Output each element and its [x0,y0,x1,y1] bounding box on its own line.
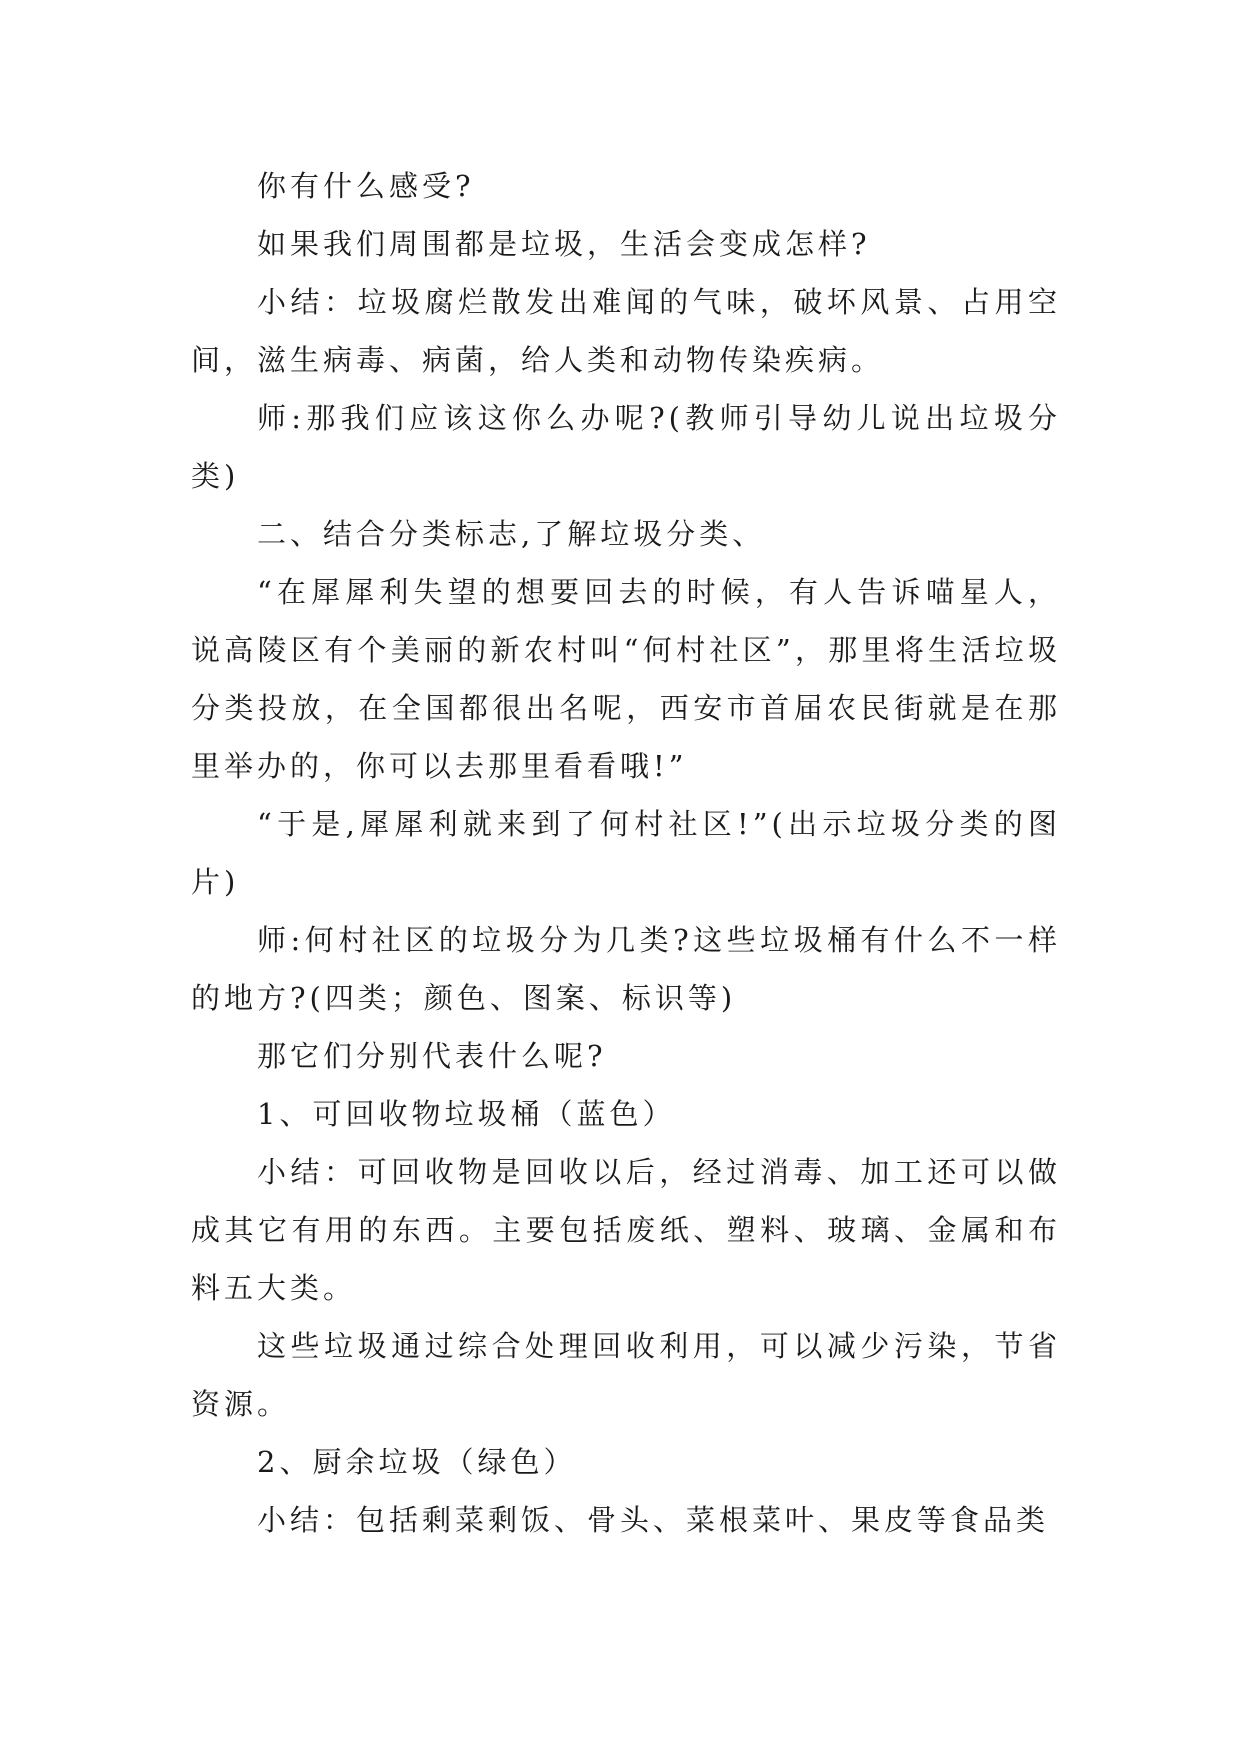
paragraph-summary-harm: 小结：垃圾腐烂散发出难闻的气味，破坏风景、占用空间，滋生病毒、病菌，给人类和动物传染疾病。 [191,285,1061,377]
paragraph-teacher-categories: 师:何村社区的垃圾分为几类?这些垃圾桶有什么不一样的地方?(四类；颜色、图案、标识等) [191,923,1061,1015]
document-body [191,157,1061,1549]
paragraph-story-arrival: “于是,犀犀利就来到了何村社区!”(出示垃圾分类的图片) [191,807,1061,899]
paragraph-garbage-life-question: 如果我们周围都是垃圾，生活会变成怎样? [257,227,871,261]
section-heading-classification: 二、结合分类标志,了解垃圾分类、 [257,517,766,551]
paragraph-summary-recyclable: 小结：可回收物是回收以后，经过消毒、加工还可以做成其它有用的东西。主要包括废纸、塑料、玻璃、金属和布料五大类。 [191,1155,1061,1305]
paragraph-summary-kitchen-waste: 小结：包括剩菜剩饭、骨头、菜根菜叶、果皮等食品类 [257,1503,1050,1537]
paragraph-story-hecun: “在犀犀利失望的想要回去的时候，有人告诉喵星人，说高陵区有个美丽的新农村叫“何村社区”，那里将生活垃圾分类投放，在全国都很出名呢，西安市首届农民街就是在那里举办的，你可以去那里看看哦!” [191,575,1061,783]
paragraph-recycling-benefit: 这些垃圾通过综合处理回收利用，可以减少污染，节省资源。 [191,1329,1061,1421]
paragraph-feeling-question: 你有什么感受? [257,169,475,203]
paragraph-teacher-question: 师:那我们应该这你么办呢?(教师引导幼儿说出垃圾分类) [191,401,1061,493]
paragraph-meaning-question: 那它们分别代表什么呢? [257,1039,607,1073]
item-recyclable-bin: 1、可回收物垃圾桶（蓝色） [257,1097,676,1131]
item-kitchen-waste-bin: 2、厨余垃圾（绿色） [257,1445,577,1479]
